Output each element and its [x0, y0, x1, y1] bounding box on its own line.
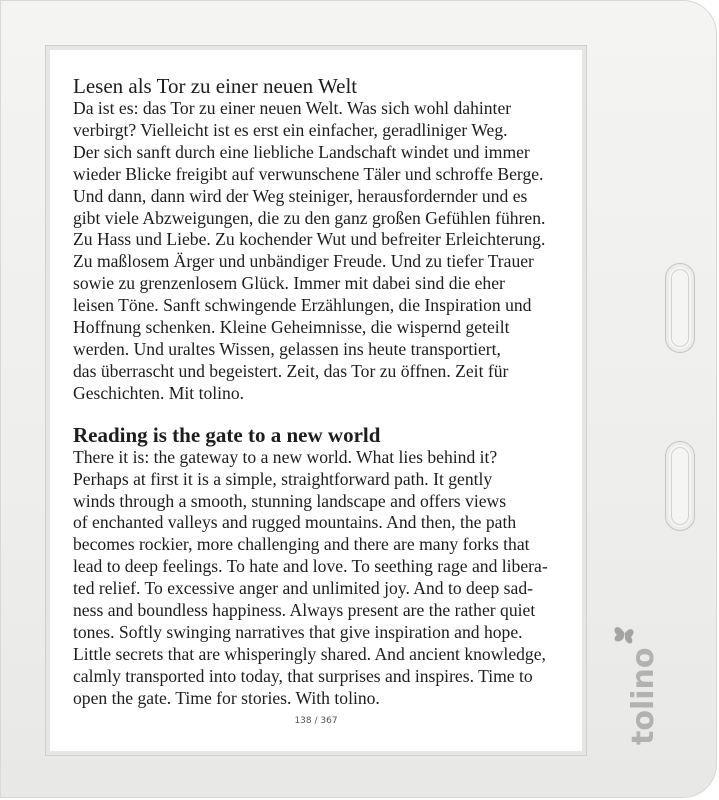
section-text-german: Da ist es: das Tor zu einer neuen Welt. Was sich wohl dahinter verbirgt? Vielleicht ist es erst ein einfacher, geradliniger Weg. Der sich sanft durch eine liebliche Landschaft windet und immer wieder Blicke freigibt auf verwunschene Täler und schroffe Berge. Und dann, dann wird der Weg steiniger, herausfordernder und es gibt viele Abzweigungen, die zu den ganz großen Gefühlen führen. Zu Hass und Liebe. Zu kochender Wut und befreiter Erleichterung. Zu maßlosem Ärger und unbändiger Freude. Und zu tiefer Trauer sowie zu grenzenlosem Glück. Immer mit dabei sind die eher leisen Töne. Sanft schwingende Erzählungen, die Inspiration und Hoffnung schenken. Kleine Geheimnisse, die wispernd geteilt werden. Und uraltes Wissen, gelassen ins heute transportiert, das überrascht und begeistert. Zeit, das Tor zu öffnen. Zeit für Geschichten. Mit tolino. — [73, 98, 546, 403]
button-ring — [671, 447, 689, 525]
tolino-logo — [609, 621, 669, 751]
page-back-button[interactable] — [665, 263, 695, 353]
section-german — [73, 74, 572, 405]
brand-logo-text: tolino — [626, 647, 661, 745]
page-indicator: 138 / 367 — [294, 716, 338, 726]
section-english — [73, 423, 572, 710]
section-text-english: There it is: the gateway to a new world. What lies behind it? Perhaps at first it is a simple, straightforward path. It gently winds through a smooth, stunning landscape and offers views of enchanted valleys and rugged mountains. And then, the path becomes rockier, more challenging and there are many forks that lead to deep feelings. To hate and love. To seething rage and libera- ted relief. To excessive anger and unlimited joy. And to deep sad- ness and boundless happiness. Always present are the rather quiet tones. Softly swinging narratives that give inspiration and hope. Little secrets that are whisperingly shared. And ancient knowledge, calmly transported into today, that surprises and inspires. Time to open the gate. Time for stories. With tolino. — [73, 446, 548, 708]
butterfly-icon — [615, 627, 634, 643]
section-title-german: Lesen als Tor zu einer neuen Welt — [73, 74, 358, 98]
reading-screen[interactable] — [50, 50, 582, 751]
page-forward-button[interactable] — [665, 441, 695, 531]
button-ring — [671, 269, 689, 347]
section-title-english: Reading is the gate to a new world — [73, 422, 381, 447]
